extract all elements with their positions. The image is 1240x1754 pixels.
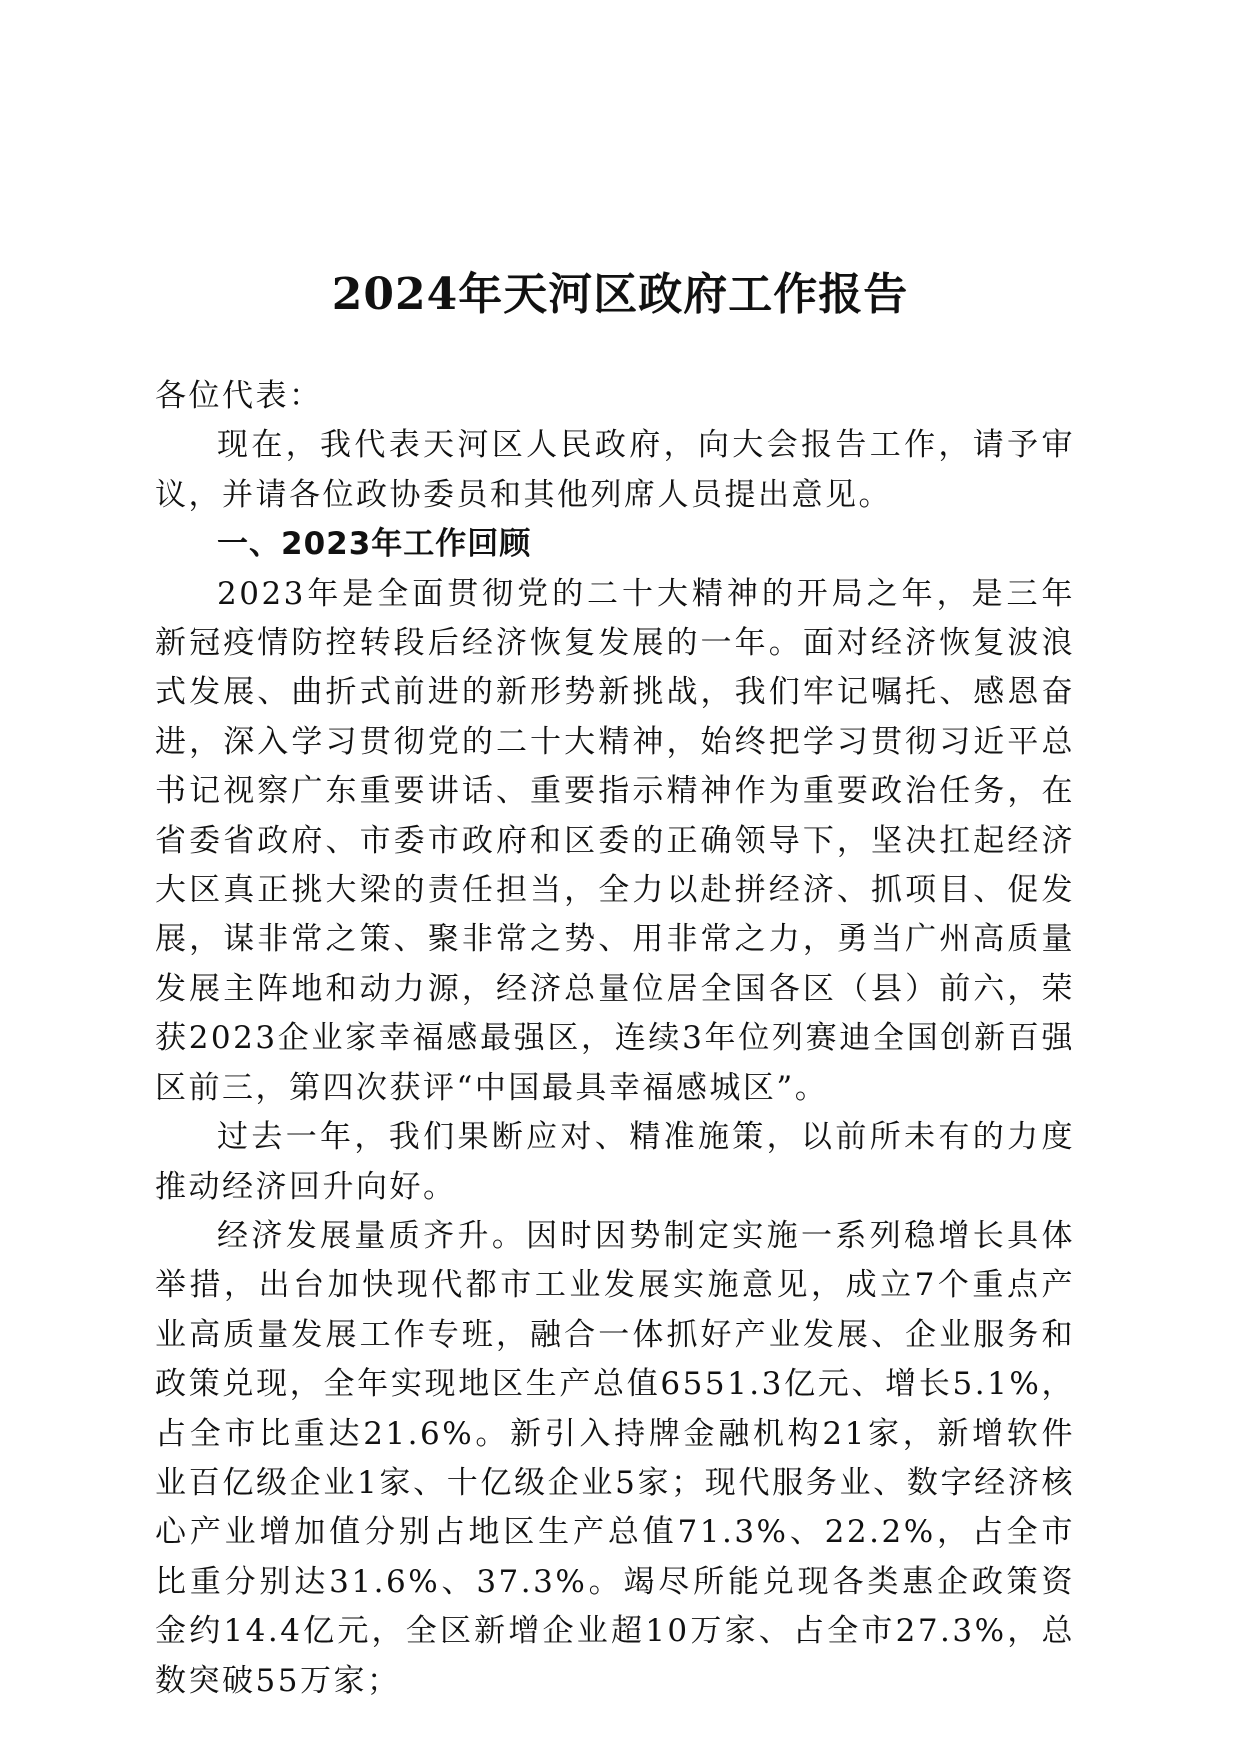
paragraph-overview: 2023年是全面贯彻党的二十大精神的开局之年，是三年新冠疫情防控转段后经济恢复发展的一年。面对经济恢复波浪式发展、曲折式前进的新形势新挑战，我们牢记嘱托、感恩奋进，深入学习贯彻党的二十大精神，始终把学习贯彻习近平总书记视察广东重要讲话、重要指示精神作为重要政治任务，在省委省政府、市委市政府和区委的正确领导下，坚决扛起经济大区真正挑大梁的责任担当，全力以赴拼经济、抓项目、促发展，谋非常之策、聚非常之势、用非常之力，勇当广州高质量发展主阵地和动力源，经济总量位居全国各区（县）前六，荣获2023企业家幸福感最强区，连续3年位列赛迪全国创新百强区前三，第四次获评“中国最具幸福感城区”。 <box>155 575 1075 1106</box>
document-title: 2024年天河区政府工作报告 <box>331 269 909 321</box>
paragraph-intro: 现在，我代表天河区人民政府，向大会报告工作，请予审议，并请各位政协委员和其他列席人员提出意见。 <box>155 427 1075 513</box>
paragraph-summary: 过去一年，我们果断应对、精准施策，以前所未有的力度推动经济回升向好。 <box>155 1119 1075 1205</box>
salutation: 各位代表： <box>155 378 323 414</box>
document-body <box>155 372 1075 1706</box>
section-heading: 一、2023年工作回顾 <box>217 526 532 563</box>
paragraph-economy: 经济发展量质齐升。因时因势制定实施一系列稳增长具体举措，出台加快现代都市工业发展实施意见，成立7个重点产业高质量发展工作专班，融合一体抓好产业发展、企业服务和政策兑现，全年实现地区生产总值6551.3亿元、增长5.1%，占全市比重达21.6%。新引入持牌金融机构21家，新增软件业百亿级企业1家、十亿级企业5家；现代服务业、数字经济核心产业增加值分别占地区生产总值71.3%、22.2%，占全市比重分别达31.6%、37.3%。竭尽所能兑现各类惠企政策资金约14.4亿元，全区新增企业超10万家、占全市27.3%，总数突破55万家； <box>155 1217 1075 1699</box>
